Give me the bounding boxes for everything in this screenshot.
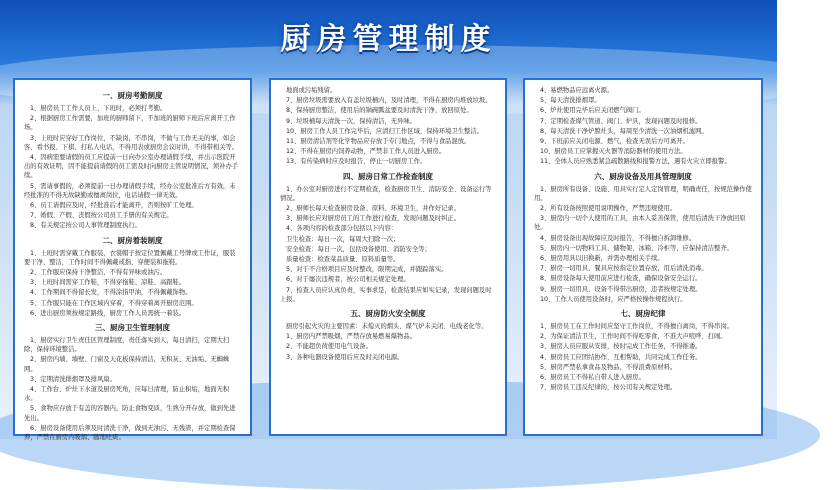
rule-item: 1、厨房实行卫生责任区管理制度，责任落实到人，每日清扫，定期大扫除，保持环境整洁。 xyxy=(24,337,230,354)
section-heading: 七、厨房纪律 xyxy=(620,309,666,319)
rule-item: 11、厨房清洁剂等化学物品应存放于专门地点，不得与食品混放。 xyxy=(286,138,471,146)
rule-item: 4、工作台、炉灶下水道及厨房死角，应每日清理，防止积垢，地面无积水。 xyxy=(24,386,230,403)
rule-item: 地面或污垢残留。 xyxy=(286,87,337,94)
rule-item: 4、因病需要请假的员工应提前一日向办公室办理请假手续，并出示医院开出的有效证明，因不能提前请假的员工需及时向厨房主管说明情况，须补办手续。 xyxy=(24,154,239,180)
rule-item: 6、厨房设备使用后须及时清洗干净，做到无油污、无残渣，并定期检查保养，严禁在厨房内吸烟、随地吐痰。 xyxy=(24,424,236,442)
rule-item: 5、对于不合格项目应及时整改，限期完成，并跟踪落实。 xyxy=(286,266,448,274)
rule-item: 7、检查人员应认真负责，实事求是，检查结果应如实记录，发现问题及时上报。 xyxy=(280,286,492,303)
rule-item: 4、各项内容的检查部分包括以下内容： xyxy=(286,225,398,233)
rule-item: 9、厨房一切用具、设备不得带出厨房，违者按规定处理。 xyxy=(540,285,702,293)
column-1 xyxy=(13,78,252,442)
rule-item: 12、不得在厨房内饲养动物，严禁非工作人员进入厨房。 xyxy=(286,148,446,156)
section-heading: 二、厨房着装制度 xyxy=(102,235,163,245)
rule-item: 5、每天清洗排烟罩。 xyxy=(540,97,601,105)
section-heading: 六、厨房设备及用具管理制度 xyxy=(594,171,692,181)
rule-item: 3、定期清洗排烟罩及排风扇。 xyxy=(30,375,116,383)
rule-item: 5、工作服只能在工作区域内穿着，不得穿着离开厨房范围。 xyxy=(30,299,198,307)
rule-item: 3、上班时间需穿工作鞋，不得穿拖鞋、凉鞋、高跟鞋。 xyxy=(30,279,186,287)
rule-item: 1、厨房员工在工作时间应坚守工作岗位，不得擅自离岗，不得串岗。 xyxy=(540,323,733,331)
rule-item: 7、厨房垃圾需要放入有盖垃圾桶内，及时清理，不得在厨房内堆放垃圾。 xyxy=(286,97,492,105)
rule-item: 6、员工请假应及时，经批准后才能离开，否则按旷工处理。 xyxy=(30,202,198,210)
rule-item: 9、垃圾桶每天清洗一次，保持清洁，无异味。 xyxy=(286,117,416,125)
rule-item: 2、厨师长每天检查厨房设备、原料、环境卫生，并作好记录。 xyxy=(286,205,461,213)
rule-item: 5、厨房内一切物料工具、储物架、冰箱、冷柜等，应保持清洁整齐。 xyxy=(540,244,733,252)
rule-item: 10、厨房工作人员工作完毕后，应清扫工作区域，保持环境卫生整洁。 xyxy=(286,127,483,135)
rule-item: 2、工作服应保持干净整洁，不得有异味或油污。 xyxy=(30,269,167,277)
rule-item: 10、工作人员使用设备时，应严格按操作规程执行。 xyxy=(540,295,687,303)
section-heading: 三、厨房卫生管理制度 xyxy=(95,323,170,333)
rule-item: 6、对于屡次违规者，按公司相关规定处理。 xyxy=(286,276,410,284)
rule-item: 5、需请事假的，必须提前一日办理请假手续，经办公室批准后方有效，未经批准的不得无故缺勤或擅离岗位，电话请假一律无效。 xyxy=(24,182,236,199)
rule-item: 4、厨房员工应团结协作，互相帮助，共同完成工作任务。 xyxy=(540,353,702,361)
rule-item: 质量检查：检查菜品质量、原料质量等。 xyxy=(286,256,400,264)
rule-item: 8、保持厨房整洁，使用后的锅碗瓢盆要及时清洗干净，放回原处。 xyxy=(286,107,473,115)
poster-title: 厨房管理制度 xyxy=(280,22,497,57)
rule-item: 1、厨房内严禁吸烟，严禁存放易燃易爆物品。 xyxy=(286,333,416,341)
rule-item: 8、有关规定按公司人事管理制度执行。 xyxy=(30,222,142,230)
rule-item: 13、有传染病时应及时报告，停止一切厨房工作。 xyxy=(286,158,427,166)
rule-item: 3、厨房人员应服从安排，按时完成工作任务，不得推诿。 xyxy=(540,343,702,351)
column-3 xyxy=(523,78,763,436)
rule-item: 7、婚假、产假、丧假按公司员工手册的有关规定。 xyxy=(30,212,173,220)
section-heading: 一、厨房考勤制度 xyxy=(102,91,163,100)
rule-item: 7、厨房员工违反纪律的，按公司有关规定处理。 xyxy=(540,384,677,392)
rule-item: 4、易燃物品应远离火源。 xyxy=(540,87,614,94)
rule-item: 3、厨房内一切个人使用的工具，由本人妥善保管，使用后清洗干净放回原处。 xyxy=(534,215,746,232)
rule-item: 3、厨师长应对厨房员工的工作进行检查，发现问题及时纠正。 xyxy=(286,215,461,223)
rule-item: 厨房引起火灾的主要因素：未熄灭的烟头、煤气炉未关闭、电线老化等。 xyxy=(286,323,488,331)
rule-item: 2、厨房内墙、墙壁、门窗及天花板保持清洁，无积灰、无油垢、无蜘蛛网。 xyxy=(24,356,230,373)
rule-item: 7、厨房一切用具、餐具应按指定位置存放，用后清洗消毒。 xyxy=(540,265,708,273)
rule-item: 3、上班时应穿好工作岗位，不缺岗，不串岗，不做与工作无关的事，如会客、看书报、下棋、打私人电话，不得用表或厨房会议时讲，不得带相关等。 xyxy=(24,134,239,151)
rule-item: 6、厨房用具以旧换新，并需办理相关手续。 xyxy=(540,255,664,263)
rule-item: 4、厨房设备出现故障应及时报告，不得擅自拆卸维修。 xyxy=(540,234,696,242)
rule-item: 2、根据厨房工作需要，加班的厨师留下，不加班的厨师下班后应离开工作场。 xyxy=(24,115,236,132)
rule-item: 7、定期检查煤气管道、阀门、炉具，发现问题及时报修。 xyxy=(540,117,702,125)
rule-item: 1、办公室对厨房进行不定期检查，检查厨房卫生、消防安全、设备运行等情况。 xyxy=(280,185,492,202)
rule-item: 2、所有设备按照使用说明操作，严禁违规使用。 xyxy=(540,205,677,213)
column-2 xyxy=(269,78,507,436)
rule-item: 8、厨房设备每天使用前应进行检查，确保设备安全运行。 xyxy=(540,275,702,283)
rule-item: 4、工作期间不得留长发，不得涂指甲油，不得佩戴饰物。 xyxy=(30,289,192,297)
rule-item: 10、厨房员工应掌握灭火器等消防器材的使用方法。 xyxy=(540,148,687,156)
rule-item: 1、厨房所有设备、设施、用具实行定人定岗管理，明确责任，按规范操作使用。 xyxy=(534,185,752,202)
rule-item: 3、各种电器设备使用后应及时关闭电源。 xyxy=(286,353,404,361)
rule-item: 2、为保证清洁卫生，工作时间不得吃零食，不准大声喧哗、打闹。 xyxy=(540,333,727,341)
rule-item: 安全检查：每日一次，包括设备使用、消防安全等； xyxy=(286,245,431,253)
rule-item: 1、上班时需穿戴工作服装，衣裳帽子按定位置佩戴工号牌或工作证，服装要干净、整洁，工作时间不得佩戴戒指、穿便装和拖鞋。 xyxy=(24,249,236,266)
rule-item: 11、全体人员应熟悉紧急疏散路线和报警方法，遇有火灾立即报警。 xyxy=(540,158,731,166)
rule-item: 9、下班前应关闭电源、燃气，检查无误后方可离开。 xyxy=(540,138,689,146)
rule-item: 6、进出厨房须按规定路线，厨房工作人员需统一着装。 xyxy=(30,309,186,317)
rule-item: 8、每天清洗干净炉膛灶头，每周至少清洗一次油烟机滤网。 xyxy=(540,127,708,135)
rule-item: 5、厨房严禁私拿食品及物品，不得浪费原材料。 xyxy=(540,363,677,371)
rule-item: 5、食物应存放于有盖的容器内，防止食物变质，生熟分开存放，做到先进先出。 xyxy=(24,405,236,422)
section-heading: 四、厨房日常工作检查制度 xyxy=(343,171,433,181)
rule-item: 6、厨房员工不得私自带人进入厨房。 xyxy=(540,374,645,382)
rule-item: 卫生检查：每日一次，每周大扫除一次； xyxy=(286,235,400,243)
rule-item: 1、厨房员工工作人员上、下班时，必须打考勤。 xyxy=(30,105,167,112)
section-heading: 五、厨房防火安全制度 xyxy=(350,309,426,319)
rule-item: 6、炉灶使用完毕后应关闭燃气阀门。 xyxy=(540,107,645,115)
rule-item: 2、不能超负荷使用电气设备。 xyxy=(286,343,372,351)
